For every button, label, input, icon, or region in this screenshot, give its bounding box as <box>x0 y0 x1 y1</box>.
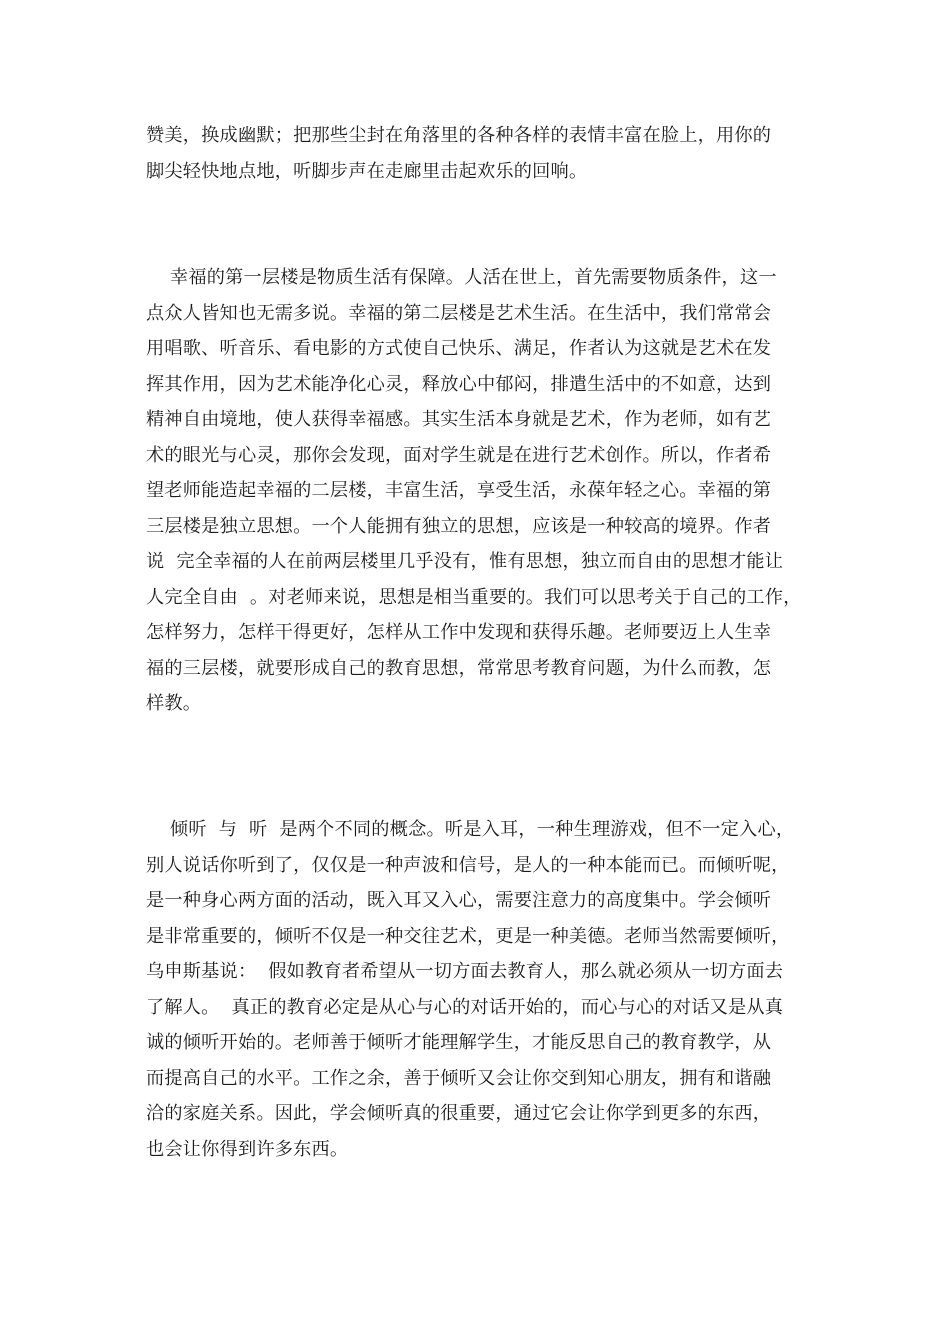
text-line: 也会让你得到许多东西。 <box>146 1138 349 1160</box>
text-line: 福的三层楼，就要形成自己的教育思想，常常思考教育问题，为什么而教，怎 <box>146 657 772 679</box>
text-line: 望老师能造起幸福的二层楼，丰富生活，享受生活，永葆年轻之心。幸福的第 <box>146 480 772 501</box>
text-line: 怎样努力，怎样干得更好，怎样从工作中发现和获得乐趣。老师要迈上人生幸 <box>146 622 772 643</box>
text-line: 用唱歌、听音乐、看电影的方式使自己快乐、满足，作者认为这就是艺术在发 <box>146 338 772 359</box>
text-line: 赞美，换成幽默；把那些尘封在角落里的各种各样的表情丰富在脸上，用你的 <box>146 125 772 146</box>
text-line: 是非常重要的，倾听不仅是一种交往艺术，更是一种美德。老师当然需要倾听， <box>146 925 790 947</box>
text-line: 了解人。 真正的教育必定是从心与心的对话开始的，而心与心的对话又是从真 <box>146 996 784 1018</box>
text-line: 而提高自己的水平。工作之余，善于倾听又会让你交到知心朋友，拥有和谐融 <box>146 1067 772 1089</box>
paragraph-listening <box>146 812 816 1167</box>
text-line: 说 完全幸福的人在前两层楼里几乎没有，惟有思想，独立而自由的思想才能让 <box>146 551 784 572</box>
text-line: 倾听 与 听 是两个不同的概念。听是入耳，一种生理游戏，但不一定入心， <box>146 819 795 840</box>
paragraph-three-floors-of-happiness <box>146 260 816 722</box>
text-line: 精神自由境地，使人获得幸福感。其实生活本身就是艺术，作为老师，如有艺 <box>146 409 772 430</box>
text-line: 术的眼光与心灵，那你会发现，面对学生就是在进行艺术创作。所以，作者希 <box>146 444 772 466</box>
text-line: 挥其作用，因为艺术能净化心灵，释放心中郁闷，排遣生活中的不如意，达到 <box>146 373 772 395</box>
text-line: 乌申斯基说： 假如教育者希望从一切方面去教育人，那么就必须从一切方面去 <box>146 961 784 982</box>
text-line: 样教。 <box>146 693 202 714</box>
text-line: 人完全自由 。对老师来说，思想是相当重要的。我们可以思考关于自己的工作， <box>146 586 802 608</box>
text-line: 脚尖轻快地点地，听脚步声在走廊里击起欢乐的回响。 <box>146 160 588 182</box>
text-line: 三层楼是独立思想。一个人能拥有独立的思想，应该是一种较高的境界。作者 <box>146 515 772 537</box>
text-line: 幸福的第一层楼是物质生活有保障。人活在世上，首先需要物质条件，这一 <box>146 267 777 288</box>
text-line: 洽的家庭关系。因此，学会倾听真的很重要，通过它会让你学到更多的东西， <box>146 1103 772 1124</box>
text-line: 点众人皆知也无需多说。幸福的第二层楼是艺术生活。在生活中，我们常常会 <box>146 302 772 324</box>
text-line: 是一种身心两方面的活动，既入耳又入心，需要注意力的高度集中。学会倾听 <box>146 890 772 911</box>
paragraph-praise-humor <box>146 118 816 189</box>
text-line: 别人说话你听到了，仅仅是一种声波和信号，是人的一种本能而已。而倾听呢， <box>146 854 790 876</box>
text-line: 诚的倾听开始的。老师善于倾听才能理解学生，才能反思自己的教育教学，从 <box>146 1032 772 1053</box>
